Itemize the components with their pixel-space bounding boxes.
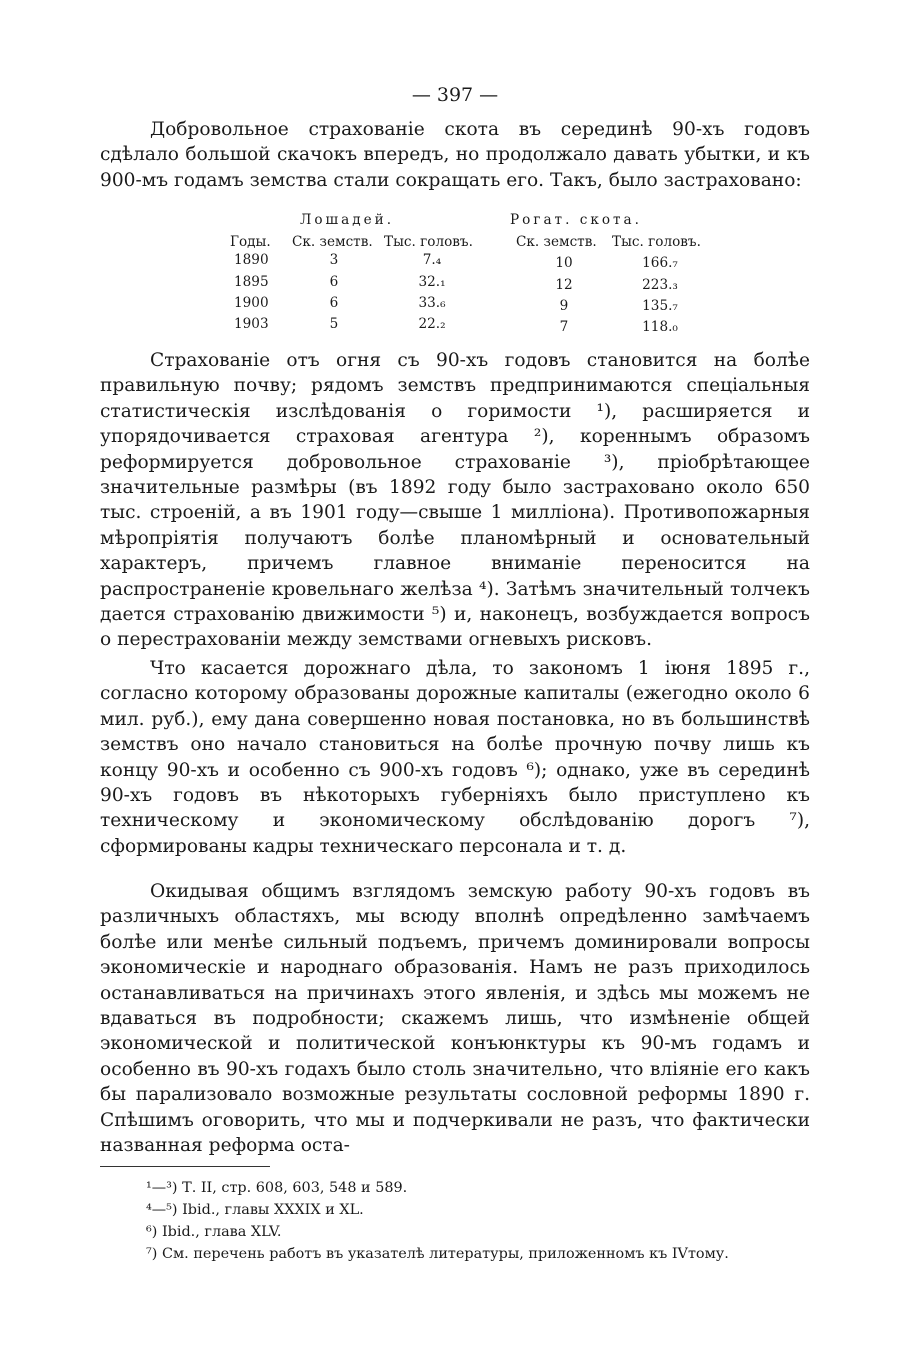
table-cell-horses-zemstvo: 3 — [329, 252, 339, 268]
footnote-text: Ibid., главы XXXIX и XL. — [182, 1202, 364, 1218]
paragraph-fire-insurance: Страхованіе отъ огня съ 90-хъ годовъ становится на болѣе правильную почву; рядомъ земствъ предпринимаются спеціальныя статистическія изслѣдованія о горимости ¹), расширяется и упорядочивается страховая агентура ²), кореннымъ образомъ реформируется добровольное страхованіе ³), пріобрѣтающее значительные размѣры (въ 1892 году было застраховано около 650 тыс. строеній, а въ 1901 году—свыше 1 милліона). Противопожарныя мѣропріятія получаютъ болѣе планомѣрный и основательный характеръ, причемъ главное вниманіе переносится на распространеніе кровельнаго желѣза ⁴). Затѣмъ значительный толчекъ дается страхованію движимости ⁵) и, наконецъ, возбуждается вопросъ о перестрахованіи между земствами огневыхъ рисковъ. — [100, 350, 810, 651]
table-header-cattle-zemstvo: Ск. земств. — [516, 234, 597, 250]
table-cell-year: 1900 — [234, 295, 269, 311]
table-cell-horses-heads: 22.₂ — [418, 316, 446, 332]
paragraph-roads: Что касается дорожнаго дѣла, то закономъ 1 іюня 1895 г., согласно которому образованы дорожные капиталы (ежегодно около 6 мил. руб.), ему дана совершенно новая постановка, но въ большинствѣ земствъ оно начало становиться на болѣе прочную почву лишь къ концу 90-хъ и особенно съ 900-хъ годовъ ⁶); однако, уже въ серединѣ 90-хъ годовъ въ нѣкоторыхъ губерніяхъ было приступлено къ техническому и экономическому обслѣдованію дорогъ ⁷), сформированы кадры техническаго персонала и т. д. — [100, 658, 810, 857]
table-cell-year: 1903 — [234, 316, 269, 332]
footnote-mark: ⁷) — [146, 1246, 158, 1262]
intro-paragraph: Добровольное страхованіе скота въ серединѣ 90-хъ годовъ сдѣлало большой скачокъ впередъ, но продолжало давать убытки, и къ 900-мъ годамъ земства стали сокращать его. Такъ, было застраховано: — [100, 119, 810, 191]
footnote-text: Ibid., глава XLV. — [161, 1224, 282, 1240]
footnote-text: См. перечень работъ въ указателѣ литературы, приложенномъ къ IVтому. — [161, 1246, 729, 1262]
table-cell-cattle-heads: 135.₇ — [642, 298, 678, 314]
table-header-horses-zemstvo: Ск. земств. — [292, 234, 373, 250]
footnote-mark: ⁶) — [146, 1224, 158, 1240]
table-group-cattle: Рогат. скота. — [510, 212, 642, 228]
paragraph-overview: Окидывая общимъ взглядомъ земскую работу 90-хъ годовъ въ различныхъ областяхъ, мы всюду вполнѣ опредѣленно замѣчаемъ болѣе или менѣе сильный подъемъ, причемъ доминировали вопросы экономическіе и народнаго образованія. Намъ не разъ приходилось останавливаться на причинахъ этого явленія, и здѣсь мы можемъ не вдаваться въ подробности; скажемъ лишь, что измѣненіе общей экономической и политической конъюнктуры къ 90-мъ годамъ и особенно въ 90-хъ годахъ было столь значительно, что вліяніе его какъ бы парализовало возможные результаты сословной реформы 1890 г. Спѣшимъ оговорить, что мы и подчеркивали не разъ, что фактически названная реформа оста- — [100, 881, 810, 1157]
table-cell-horses-heads: 33.₆ — [418, 295, 446, 311]
table-header-cattle-heads: Тыс. головъ. — [612, 234, 701, 250]
footnote — [146, 1200, 364, 1220]
table-cell-horses-heads: 32.₁ — [418, 274, 446, 290]
table-cell-horses-heads: 7.₄ — [422, 252, 442, 268]
page-number: — 397 — — [411, 84, 499, 106]
table-cell-horses-zemstvo: 6 — [329, 274, 339, 290]
table-cell-cattle-zemstvo: 12 — [555, 277, 573, 293]
footnote — [146, 1244, 729, 1264]
table-cell-year: 1895 — [234, 274, 269, 290]
table-cell-cattle-heads: 118.₀ — [642, 319, 678, 335]
table-cell-cattle-zemstvo: 10 — [555, 255, 573, 271]
table-cell-cattle-heads: 223.₃ — [642, 277, 678, 293]
footnote — [146, 1178, 407, 1198]
footnote-mark: ⁴—⁵) — [146, 1202, 178, 1218]
table-header-years: Годы. — [230, 234, 271, 250]
footnote-text: Т. II, стр. 608, 603, 548 и 589. — [182, 1180, 408, 1196]
table-cell-horses-zemstvo: 5 — [329, 316, 339, 332]
footnote-mark: ¹—³) — [146, 1180, 178, 1196]
table-cell-cattle-heads: 166.₇ — [642, 255, 678, 271]
table-cell-year: 1890 — [234, 252, 269, 268]
footnote — [146, 1222, 281, 1242]
table-cell-cattle-zemstvo: 9 — [559, 298, 569, 314]
footnote-divider — [100, 1166, 270, 1167]
table-group-horses: Лошадей. — [300, 212, 395, 228]
table-header-horses-heads: Тыс. головъ. — [384, 234, 473, 250]
table-cell-cattle-zemstvo: 7 — [559, 319, 569, 335]
table-cell-horses-zemstvo: 6 — [329, 295, 339, 311]
